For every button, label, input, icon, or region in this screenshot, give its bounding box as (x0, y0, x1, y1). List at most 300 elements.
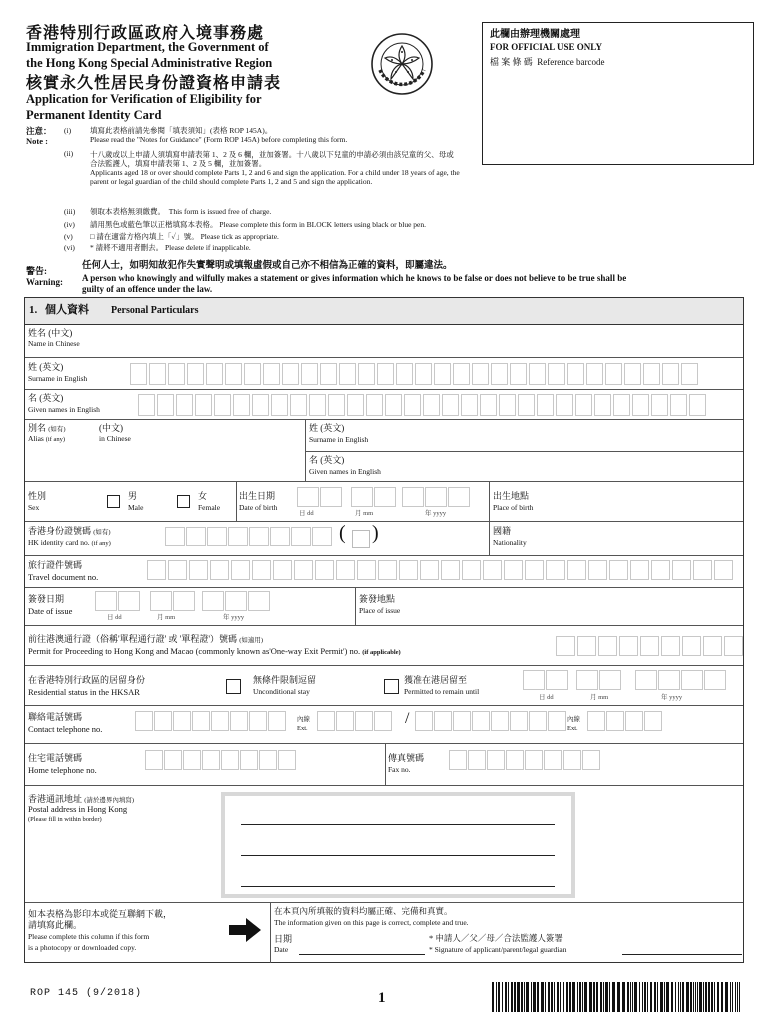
barcode-bar (657, 982, 658, 1012)
char-box[interactable] (491, 363, 508, 385)
barcode-bar (584, 982, 587, 1012)
char-box[interactable] (355, 711, 373, 731)
contact-tel-boxes[interactable] (135, 711, 286, 731)
note-iv: 請用黑色或藍色筆以正楷填寫本表格。 Please complete this form in BLOCK letters using black or blue pen. (90, 220, 426, 229)
char-box[interactable] (681, 363, 698, 385)
note-ii-num: (ii) (64, 149, 74, 158)
char-box[interactable] (635, 670, 657, 690)
char-box[interactable] (588, 560, 607, 580)
postal-line-1[interactable] (241, 824, 555, 825)
res-status-label-zh: 在香港特別行政區的居留身份 (28, 675, 146, 685)
char-box[interactable] (448, 487, 470, 507)
barcode-bar (739, 982, 740, 1012)
char-box[interactable] (378, 560, 397, 580)
char-box[interactable] (402, 487, 424, 507)
char-box[interactable] (214, 394, 231, 416)
permitted-remain-label-zh: 獲准在港居留至 (404, 675, 468, 685)
barcode-bar (603, 982, 604, 1012)
char-box[interactable] (206, 363, 223, 385)
permitted-month-boxes[interactable] (576, 670, 621, 690)
warning-text-zh: 任何人士，如明知故犯作失實聲明或填報虛假或自己亦不相信為正確的資料，即屬違法。 (82, 261, 453, 271)
barcode-bar (563, 982, 564, 1012)
char-box[interactable] (630, 560, 649, 580)
char-box[interactable] (271, 394, 288, 416)
char-box[interactable] (546, 560, 565, 580)
char-box[interactable] (594, 394, 611, 416)
doi-month-boxes[interactable] (150, 591, 195, 611)
doi-yyyy-hint: 年 yyyy (223, 614, 245, 621)
char-box[interactable] (506, 750, 524, 770)
contact-tel-label-en: Contact telephone no. (28, 724, 103, 734)
barcode-bar (654, 982, 656, 1012)
char-box[interactable] (434, 363, 451, 385)
char-box[interactable] (385, 394, 402, 416)
barcode-bar (524, 982, 525, 1012)
char-box[interactable] (249, 711, 267, 731)
char-box[interactable] (192, 711, 210, 731)
char-box[interactable] (135, 711, 153, 731)
barcode-bar (644, 982, 646, 1012)
pob-label-zh: 出生地點 (493, 491, 530, 501)
char-box[interactable] (658, 670, 680, 690)
char-box[interactable] (328, 394, 345, 416)
char-box[interactable] (632, 394, 649, 416)
char-box[interactable] (189, 560, 208, 580)
row-name-chinese (25, 325, 743, 358)
char-box[interactable] (483, 560, 502, 580)
travel-doc-label-en: Travel document no. (28, 572, 99, 582)
char-box[interactable] (556, 636, 575, 656)
char-box[interactable] (487, 750, 505, 770)
official-title-en: FOR OFFICIAL USE ONLY (490, 42, 602, 52)
char-box[interactable] (154, 711, 172, 731)
char-box[interactable] (518, 394, 535, 416)
char-box[interactable] (472, 711, 490, 731)
char-box[interactable] (309, 394, 326, 416)
barcode-bar (642, 982, 643, 1012)
char-box[interactable] (510, 363, 527, 385)
char-box[interactable] (529, 363, 546, 385)
char-box[interactable] (704, 670, 726, 690)
barcode-bar (693, 982, 694, 1012)
char-box[interactable] (453, 363, 470, 385)
char-box[interactable] (207, 527, 227, 546)
char-box[interactable] (504, 560, 523, 580)
barcode-bar (600, 982, 602, 1012)
char-box[interactable] (480, 394, 497, 416)
contact-ext-2-label-en: Ext. (567, 725, 578, 732)
female-label-en: Female (198, 503, 221, 512)
barcode-bar (675, 982, 676, 1012)
doi-year-boxes[interactable] (202, 591, 270, 611)
postal-line-2[interactable] (241, 855, 555, 856)
unconditional-stay-label-en: Unconditional stay (253, 687, 310, 696)
barcode-bar (517, 982, 520, 1012)
char-box[interactable] (586, 363, 603, 385)
char-box[interactable] (95, 591, 117, 611)
char-box[interactable] (312, 527, 332, 546)
hkid-check-paren-left: ( (339, 522, 346, 544)
char-box[interactable] (575, 394, 592, 416)
char-box[interactable] (423, 394, 440, 416)
char-box[interactable] (681, 670, 703, 690)
barcode-bar (697, 982, 698, 1012)
char-box[interactable] (577, 636, 596, 656)
char-box[interactable] (587, 711, 605, 731)
barcode-bar (711, 982, 713, 1012)
char-box[interactable] (320, 363, 337, 385)
char-box[interactable] (624, 363, 641, 385)
barcode-bar (705, 982, 707, 1012)
char-box[interactable] (168, 363, 185, 385)
dob-label-zh: 出生日期 (239, 491, 276, 501)
surname-boxes[interactable] (130, 363, 698, 385)
travel-doc-label-zh: 旅行證件號碼 (28, 560, 83, 570)
declaration-text-zh: 在本頁內所填報的資料均屬正確、完備和真實。 (274, 906, 453, 916)
char-box[interactable] (173, 711, 191, 731)
male-checkbox[interactable] (107, 495, 120, 508)
barcode-bar (699, 982, 702, 1012)
char-box[interactable] (138, 394, 155, 416)
char-box[interactable] (347, 394, 364, 416)
char-box[interactable] (240, 750, 258, 770)
poi-label-zh: 簽發地點 (359, 594, 396, 604)
barcode-bar (708, 982, 710, 1012)
char-box[interactable] (556, 394, 573, 416)
char-box[interactable] (644, 711, 662, 731)
home-tel-label-zh: 住宅電話號碼 (28, 753, 83, 763)
char-box[interactable] (567, 560, 586, 580)
barcode-bar (496, 982, 497, 1012)
section-1-number: 1. (29, 304, 38, 316)
dob-day-boxes[interactable] (297, 487, 342, 507)
permitted-remain-label-en: Permitted to remain until (404, 687, 480, 696)
postal-label-zh: 香港通訊地址 (請於邊界內填寫) (28, 794, 135, 804)
char-box[interactable] (270, 527, 290, 546)
photocopy-note-en-1: Please complete this column if this form (28, 932, 150, 941)
char-box[interactable] (605, 363, 622, 385)
char-box[interactable] (282, 363, 299, 385)
barcode-bar (579, 982, 581, 1012)
char-box[interactable] (374, 487, 396, 507)
dob-year-boxes[interactable] (402, 487, 470, 507)
char-box[interactable] (396, 363, 413, 385)
char-box[interactable] (211, 711, 229, 731)
male-label-en: Male (128, 503, 144, 512)
contact-separator: / (405, 710, 410, 727)
barcode-bar (678, 982, 679, 1012)
char-box[interactable] (576, 670, 598, 690)
photocopy-note-zh-2: 請填寫此欄。 (28, 920, 83, 930)
char-box[interactable] (290, 394, 307, 416)
char-box[interactable] (221, 750, 239, 770)
char-box[interactable] (165, 527, 185, 546)
char-box[interactable] (563, 750, 581, 770)
char-box[interactable] (548, 363, 565, 385)
char-box[interactable] (263, 363, 280, 385)
char-box[interactable] (510, 711, 528, 731)
note-i-num: (i) (64, 126, 72, 135)
hkid-check-digit-box[interactable] (352, 530, 370, 548)
doi-day-boxes[interactable] (95, 591, 140, 611)
permit-boxes[interactable] (556, 636, 743, 656)
char-box[interactable] (230, 711, 248, 731)
given-names-label-zh: 名 (英文) (28, 393, 64, 403)
char-box[interactable] (366, 394, 383, 416)
char-box[interactable] (599, 670, 621, 690)
char-box[interactable] (118, 591, 140, 611)
barcode-bar (650, 982, 652, 1012)
barcode-bar (732, 982, 733, 1012)
dob-label-en: Date of birth (239, 503, 278, 512)
given-names-boxes[interactable] (138, 394, 706, 416)
char-box[interactable] (399, 560, 418, 580)
char-box[interactable] (297, 487, 319, 507)
char-box[interactable] (268, 711, 286, 731)
barcode-bar (492, 982, 494, 1012)
char-box[interactable] (651, 560, 670, 580)
char-box[interactable] (434, 711, 452, 731)
char-box[interactable] (453, 711, 471, 731)
travel-doc-boxes[interactable] (147, 560, 733, 580)
char-box[interactable] (291, 527, 311, 546)
char-box[interactable] (157, 394, 174, 416)
char-box[interactable] (525, 750, 543, 770)
char-box[interactable] (703, 636, 722, 656)
permitted-remain-checkbox[interactable] (384, 679, 399, 694)
unconditional-stay-checkbox[interactable] (226, 679, 241, 694)
char-box[interactable] (315, 560, 334, 580)
hkid-label-zh: 香港身份證號碼 (如有) (28, 526, 111, 536)
char-box[interactable] (336, 711, 354, 731)
char-box[interactable] (187, 363, 204, 385)
char-box[interactable] (468, 750, 486, 770)
char-box[interactable] (693, 560, 712, 580)
barcode-bar (589, 982, 592, 1012)
permitted-dd-hint: 日 dd (539, 694, 554, 701)
barcode-bar (666, 982, 669, 1012)
char-box[interactable] (420, 560, 439, 580)
home-tel-boxes[interactable] (145, 750, 296, 770)
char-box[interactable] (625, 711, 643, 731)
char-box[interactable] (689, 394, 706, 416)
char-box[interactable] (537, 394, 554, 416)
alias-label-en: Alias (if any) (28, 434, 66, 443)
char-box[interactable] (244, 363, 261, 385)
dob-mm-hint: 月 mm (355, 510, 374, 517)
hkid-boxes[interactable] (165, 527, 332, 546)
char-box[interactable] (415, 363, 432, 385)
char-box[interactable] (606, 711, 624, 731)
char-box[interactable] (670, 394, 687, 416)
note-label-zh: 注意： (26, 126, 52, 136)
contact-ext-2-label-zh: 內線 (567, 716, 580, 723)
char-box[interactable] (682, 636, 701, 656)
char-box[interactable] (672, 560, 691, 580)
char-box[interactable] (523, 670, 545, 690)
char-box[interactable] (358, 363, 375, 385)
char-box[interactable] (173, 591, 195, 611)
char-box[interactable] (147, 560, 166, 580)
barcode-bar (541, 982, 544, 1012)
char-box[interactable] (164, 750, 182, 770)
dept-title-zh: 香港特別行政區政府入境事務處 (26, 25, 265, 42)
permit-label-zh: 前往港澳通行證（俗稱'單程通行證' 或 '單程證'）號碼 (如適用) (28, 634, 264, 644)
char-box[interactable] (202, 591, 224, 611)
surname-label-zh: 姓 (英文) (28, 362, 64, 372)
permitted-day-boxes[interactable] (523, 670, 568, 690)
permitted-year-boxes[interactable] (635, 670, 726, 690)
char-box[interactable] (425, 487, 447, 507)
char-box[interactable] (130, 363, 147, 385)
char-box[interactable] (336, 560, 355, 580)
char-box[interactable] (202, 750, 220, 770)
char-box[interactable] (150, 591, 172, 611)
char-box[interactable] (619, 636, 638, 656)
contact-tel-2-boxes[interactable] (415, 711, 566, 731)
char-box[interactable] (357, 560, 376, 580)
char-box[interactable] (339, 363, 356, 385)
char-box[interactable] (643, 363, 660, 385)
char-box[interactable] (145, 750, 163, 770)
char-box[interactable] (377, 363, 394, 385)
char-box[interactable] (252, 560, 271, 580)
char-box[interactable] (640, 636, 659, 656)
note-v: □ 請在適當方格內填上「✓」號。 Please tick as appropriate. (90, 232, 279, 241)
char-box[interactable] (210, 560, 229, 580)
photocopy-note-en-2: is a photocopy or downloaded copy. (28, 943, 137, 952)
char-box[interactable] (548, 711, 566, 731)
char-box[interactable] (582, 750, 600, 770)
contact-ext-2-boxes[interactable] (587, 711, 662, 731)
char-box[interactable] (651, 394, 668, 416)
char-box[interactable] (233, 394, 250, 416)
barcode-bar (627, 982, 629, 1012)
postal-address-border[interactable] (221, 792, 575, 898)
char-box[interactable] (609, 560, 628, 580)
char-box[interactable] (278, 750, 296, 770)
fax-boxes[interactable] (449, 750, 600, 770)
char-box[interactable] (525, 560, 544, 580)
permit-label-en: Permit for Proceeding to Hong Kong and Macao (commonly known as'One-way Exit Permit') no. (if applicable) (28, 646, 401, 656)
char-box[interactable] (544, 750, 562, 770)
char-box[interactable] (472, 363, 489, 385)
form-title-en-2: Permanent Identity Card (26, 108, 162, 122)
char-box[interactable] (149, 363, 166, 385)
char-box[interactable] (273, 560, 292, 580)
dob-yyyy-hint: 年 yyyy (425, 510, 447, 517)
char-box[interactable] (183, 750, 201, 770)
dob-month-boxes[interactable] (351, 487, 396, 507)
char-box[interactable] (225, 591, 247, 611)
barcode-bar (714, 982, 715, 1012)
doi-label-zh: 簽發日期 (28, 594, 65, 604)
barcode-bar (582, 982, 583, 1012)
official-title-zh: 此欄由辦理機關處理 (490, 29, 580, 40)
unconditional-stay-label-zh: 無條件限制逗留 (253, 675, 317, 685)
char-box[interactable] (351, 487, 373, 507)
char-box[interactable] (441, 560, 460, 580)
signature-label-en: * Signature of applicant/parent/legal guardian (429, 945, 567, 954)
char-box[interactable] (259, 750, 277, 770)
female-checkbox[interactable] (177, 495, 190, 508)
char-box[interactable] (462, 560, 481, 580)
char-box[interactable] (714, 560, 733, 580)
char-box[interactable] (248, 591, 270, 611)
barcode-bar (690, 982, 692, 1012)
barcode-bar (531, 982, 532, 1012)
date-input-line[interactable] (299, 954, 425, 955)
char-box[interactable] (294, 560, 313, 580)
barcode-bar (682, 982, 684, 1012)
char-box[interactable] (231, 560, 250, 580)
char-box[interactable] (661, 636, 680, 656)
form-title-zh: 核實永久性居民身份證資格申請表 (26, 75, 282, 92)
alias-chinese-label-en: in Chinese (99, 434, 131, 443)
char-box[interactable] (374, 711, 392, 731)
alias-surname-label-en: Surname in English (309, 435, 369, 444)
char-box[interactable] (613, 394, 630, 416)
char-box[interactable] (168, 560, 187, 580)
given-names-label-en: Given names in English (28, 405, 100, 414)
char-box[interactable] (567, 363, 584, 385)
barcode-bar (622, 982, 625, 1012)
note-iii-num: (iii) (64, 207, 76, 216)
char-box[interactable] (404, 394, 421, 416)
char-box[interactable] (176, 394, 193, 416)
signature-input-line[interactable] (622, 954, 742, 955)
char-box[interactable] (186, 527, 206, 546)
char-box[interactable] (724, 636, 743, 656)
char-box[interactable] (499, 394, 516, 416)
barcode-bar (703, 982, 704, 1012)
barcode-bar (508, 982, 509, 1012)
char-box[interactable] (442, 394, 459, 416)
char-box[interactable] (461, 394, 478, 416)
barcode-bar (612, 982, 615, 1012)
char-box[interactable] (320, 487, 342, 507)
contact-ext-boxes[interactable] (317, 711, 392, 731)
char-box[interactable] (491, 711, 509, 731)
note-label-en: Note : (26, 136, 48, 146)
char-box[interactable] (195, 394, 212, 416)
char-box[interactable] (546, 670, 568, 690)
char-box[interactable] (415, 711, 433, 731)
barcode-bar (533, 982, 536, 1012)
postal-line-3[interactable] (241, 886, 555, 887)
barcode-bar (577, 982, 578, 1012)
char-box[interactable] (529, 711, 547, 731)
char-box[interactable] (598, 636, 617, 656)
section-1-header (25, 298, 743, 325)
char-box[interactable] (301, 363, 318, 385)
section-1-personal-particulars (24, 297, 744, 963)
warning-text-en-1: A person who knowingly and wilfully makes a statement or gives information which he knows to be false or does not believe to be true shall be (82, 273, 627, 283)
sex-label-zh: 性別 (28, 491, 47, 501)
alias-surname-label-zh: 姓 (英文) (309, 423, 345, 433)
char-box[interactable] (252, 394, 269, 416)
barcode-bar (566, 982, 568, 1012)
name-chinese-label-en: Name in Chinese (28, 339, 80, 348)
char-box[interactable] (225, 363, 242, 385)
date-label-en: Date (274, 945, 289, 954)
char-box[interactable] (249, 527, 269, 546)
barcode-bar (671, 982, 673, 1012)
char-box[interactable] (662, 363, 679, 385)
char-box[interactable] (228, 527, 248, 546)
char-box[interactable] (317, 711, 335, 731)
char-box[interactable] (449, 750, 467, 770)
